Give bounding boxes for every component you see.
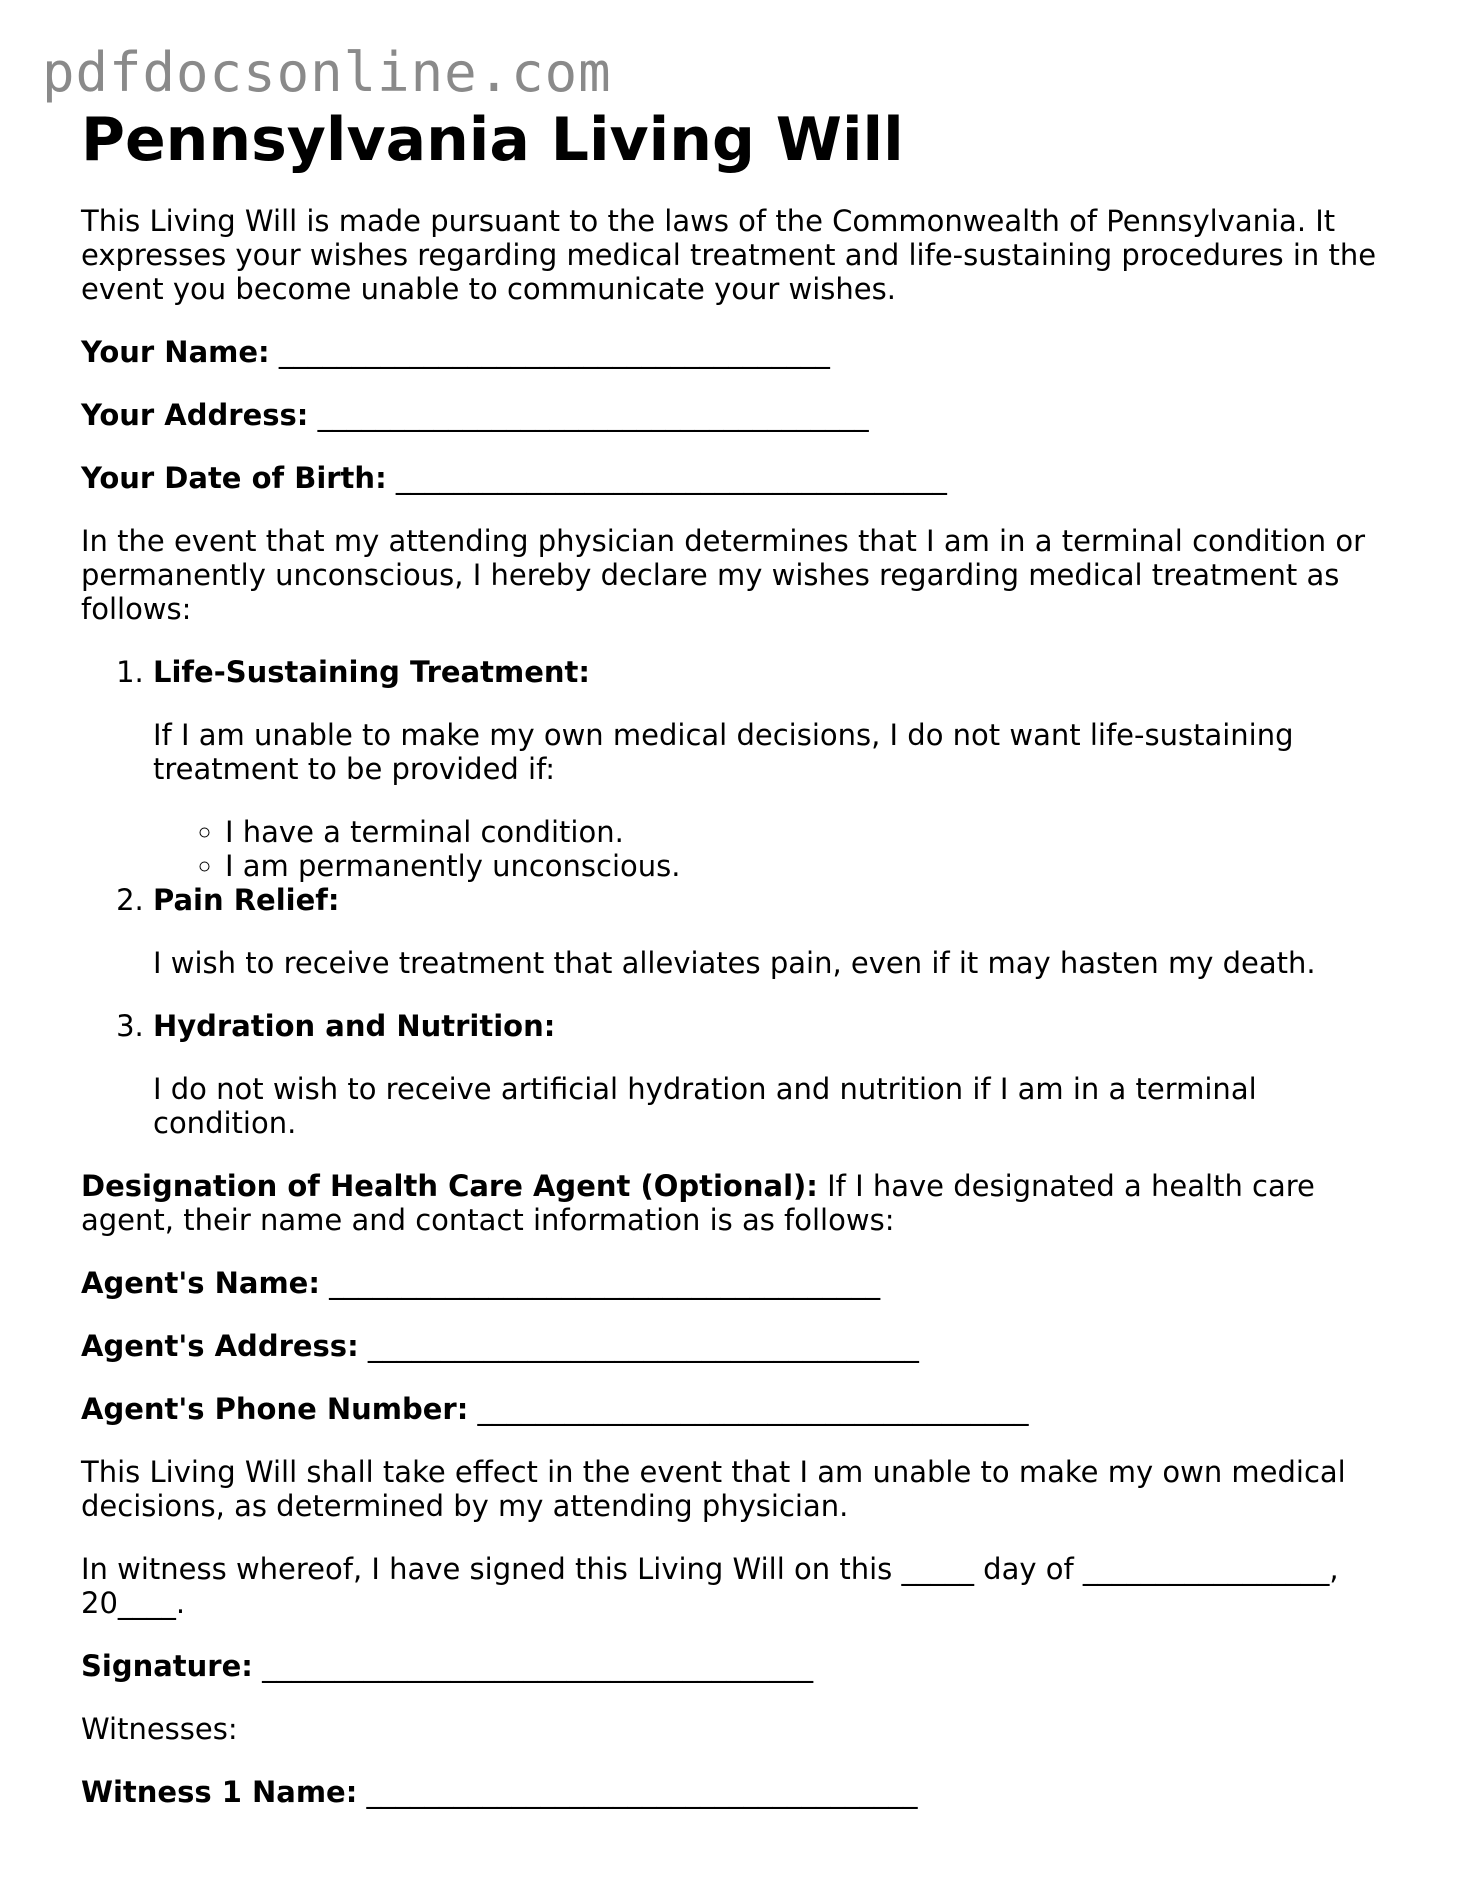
item-body: I wish to receive treatment that alleviates pain, even if it may hasten my death.	[153, 946, 1316, 980]
item-title: 3. Hydration and Nutrition:	[153, 1009, 556, 1043]
signature-field[interactable]	[81, 1649, 1381, 1683]
document-page	[81, 100, 1381, 1809]
item-title: 1. Life-Sustaining Treatment:	[153, 655, 590, 689]
list-item-hydration	[153, 1009, 1381, 1140]
witnesses-label: Witnesses:	[81, 1712, 238, 1746]
your-address-label: Your Address:	[81, 398, 309, 432]
your-address-field[interactable]	[81, 398, 1381, 432]
agent-name-blank[interactable]: ______________________________________	[329, 1266, 881, 1300]
agent-address-blank[interactable]: ______________________________________	[367, 1329, 919, 1363]
effect-paragraph: This Living Will shall take effect in the event that I am unable to make my own medical decisions, as determined by my attending physician.	[81, 1455, 1346, 1523]
signature-label: Signature:	[81, 1649, 253, 1683]
agent-phone-label: Agent's Phone Number:	[81, 1392, 469, 1426]
condition-item: ◦ I am permanently unconscious.	[225, 849, 1381, 883]
agent-address-field[interactable]	[81, 1329, 1381, 1363]
your-name-blank[interactable]: ______________________________________	[278, 335, 830, 369]
agent-phone-field[interactable]	[81, 1392, 1381, 1426]
wishes-list	[81, 655, 1381, 1140]
date-of-birth-field[interactable]	[81, 461, 1381, 495]
your-name-label: Your Name:	[81, 335, 270, 369]
declaration-paragraph: In the event that my attending physician determines that I am in a terminal condition or permanently unconscious, I hereby declare my wishes regarding medical treatment as follows:	[81, 524, 1366, 626]
item-body: If I am unable to make my own medical decisions, I do not want life-sustaining treatment to be provided if:	[153, 718, 1294, 786]
item-title: 2. Pain Relief:	[153, 883, 340, 917]
date-of-birth-label: Your Date of Birth:	[81, 461, 387, 495]
witness1-name-label: Witness 1 Name:	[81, 1775, 358, 1809]
witness-whereof-paragraph[interactable]: In witness whereof, I have signed this Living Will on this _____ day of _________________, 20____.	[81, 1552, 1339, 1620]
intro-paragraph: This Living Will is made pursuant to the laws of the Commonwealth of Pennsylvania. It expresses your wishes regarding medical treatment and life-sustaining procedures in the event you become unable to communicate your wishes.	[81, 204, 1377, 306]
agent-designation-heading: Designation of Health Care Agent (Optional):	[81, 1169, 818, 1203]
agent-designation-paragraph	[81, 1169, 1381, 1237]
your-address-blank[interactable]: ______________________________________	[317, 398, 869, 432]
watermark: pdfdocsonline.com	[42, 41, 612, 104]
agent-phone-blank[interactable]: ______________________________________	[477, 1392, 1029, 1426]
witness1-name-field[interactable]	[81, 1775, 1381, 1809]
signature-blank[interactable]: ______________________________________	[262, 1649, 814, 1683]
agent-name-field[interactable]	[81, 1266, 1381, 1300]
list-item-life-sustaining	[153, 655, 1381, 883]
condition-item: ◦ I have a terminal condition.	[225, 815, 1381, 849]
witness1-name-blank[interactable]: ______________________________________	[366, 1775, 918, 1809]
conditions-list	[153, 815, 1381, 883]
date-of-birth-blank[interactable]: ______________________________________	[395, 461, 947, 495]
your-name-field[interactable]	[81, 335, 1381, 369]
list-item-pain-relief	[153, 883, 1381, 980]
agent-address-label: Agent's Address:	[81, 1329, 359, 1363]
agent-name-label: Agent's Name:	[81, 1266, 320, 1300]
agent-designation-text: If I have designated a health care agent, their name and contact information is as follows:	[81, 1169, 1315, 1237]
item-body: I do not wish to receive artificial hydration and nutrition if I am in a terminal condition.	[153, 1072, 1257, 1140]
document-title: Pennsylvania Living Will	[81, 105, 904, 175]
